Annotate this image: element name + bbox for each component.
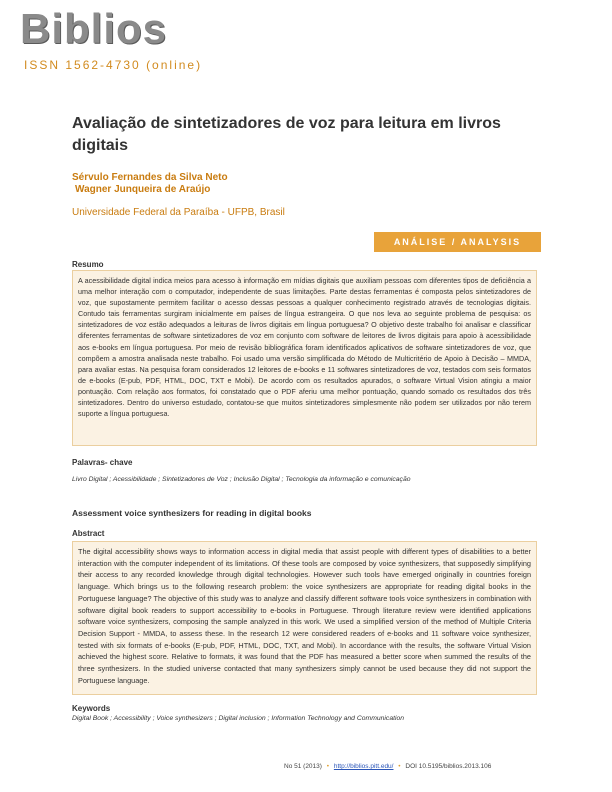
page-footer	[284, 763, 491, 770]
journal-logo: Biblios	[20, 5, 168, 52]
abstract-text: The digital accessibility shows ways to information access in digital media that assist people with different types of disabilities to a better interaction with the computer independent of its limitations. Of these tools are composed by voice synthesizers, that supposedly simplifying their access to any recorded knowledge through digital technologies. However such tools have emerged originally in countries foreign language. Which brings us to the following research problem: the voice synthesizers are appropriate for reading digital books in the Portuguese language? The objective of this study was to analyze and classify different software tools voice synthesizers in combination with software digital book readers to support accessibility to e-books in Portuguese. Through literature review were identified applications software voice synthesizers, composing the sample analyzed in this work. We used a simplified version of the method of Multiple Criteria Decision Support - MMDA, to assess these. In the research 12 were considered readers of e-books and 11 software voice synthesizer, tested with six formats of e-books (E-pub, PDF, HTML, DOC, TXT, and Mobi). In accordance with the results, the software Virtual Vision achieved the highest score. Relative to formats, it was found that the PDF has measured a better score when summed the results of the three synthesizers. In the studied universe contacted that many synthesizers simply cannot be used because they did not support the Portuguese language.	[78, 547, 531, 685]
footer-bullet-2: •	[398, 763, 401, 770]
issn-line: ISSN 1562-4730 (online)	[24, 58, 203, 72]
english-title: Assessment voice synthesizers for reading in digital books	[72, 508, 312, 518]
affiliation: Universidade Federal da Paraíba - UFPB, Brasil	[72, 207, 285, 218]
keywords-label: Keywords	[72, 704, 111, 713]
abstract-label: Abstract	[72, 529, 105, 538]
author-1[interactable]: Sérvulo Fernandes da Silva Neto	[72, 172, 228, 183]
footer-url-link[interactable]: http://biblios.pitt.edu/	[333, 763, 394, 770]
palavras-chave: Livro Digital ; Acessibilidade ; Sintetizadores de Voz ; Inclusão Digital ; Tecnologia da informação e comunicação	[72, 476, 411, 483]
footer-doi: DOI 10.5195/biblios.2013.106	[405, 763, 492, 770]
author-2[interactable]: Wagner Junqueira de Araújo	[75, 184, 211, 195]
resumo-box	[72, 270, 537, 446]
footer-issue: No 51 (2013)	[284, 763, 322, 770]
palavras-label: Palavras- chave	[72, 458, 133, 467]
footer-bullet-1: •	[326, 763, 330, 770]
resumo-label: Resumo	[72, 260, 104, 269]
article-title: Avaliação de sintetizadores de voz para leitura em livros digitais	[72, 115, 501, 154]
abstract-box	[72, 541, 537, 695]
keywords: Digital Book ; Accessibility ; Voice synthesizers ; Digital inclusion ; Information Technology and Communication	[72, 715, 405, 722]
section-bar: ANÁLISE / ANALYSIS	[374, 232, 541, 252]
resumo-text: A acessibilidade digital indica meios para acesso à informação em mídias digitais que auxiliam pessoas com diferentes tipos de deficiência a uma melhor interação com o computador, independente de suas limitações. Parte destas ferramentas é composta pelos sintetizadores de voz, que supostamente permitem facilitar o acesso dessas pessoas a qualquer conhecimento registrado através de tecnologias digitais. Contudo tais ferramentas surgiram inicialmente em países de língua estrangeira. O que nos leva ao seguinte problema de pesquisa: os sintetizadores de voz estão adequados a leituras de livros digitais em língua portuguesa? O objetivo deste trabalho foi analisar e classificar diferentes ferramentas de software sintetizadores de voz em conjunto com software de leitores de livros digitais para apoio à acessibilidade aos e-books em língua portuguesa. Por meio de revisão bibliográfica foram identificados aplicativos de software sintetizadores de voz, que compõem a amostra analisada neste trabalho. Foi usado uma versão simplificada do Método de Multicritério de Apoio à Decisão – MMDA, para avaliar estas. Na pesquisa foram considerados 12 leitores de e-books e 11 softwares sintetizadores de voz, testados com seis formatos de e-books (E-pub, PDF, HTML, DOC, TXT e Mobi). De acordo com os resultados apurados, o software Virtual Vision atingiu a maior pontuação. Com relação aos formatos, foi constatado que o PDF aferiu uma melhor pontuação, quando somado os resultados dos três sintetizadores. Dentro do universo estudado, contatou-se que muitos sintetizadores simplesmente não podem ser utilizados por não terem suporte a língua portuguesa.	[78, 276, 531, 419]
